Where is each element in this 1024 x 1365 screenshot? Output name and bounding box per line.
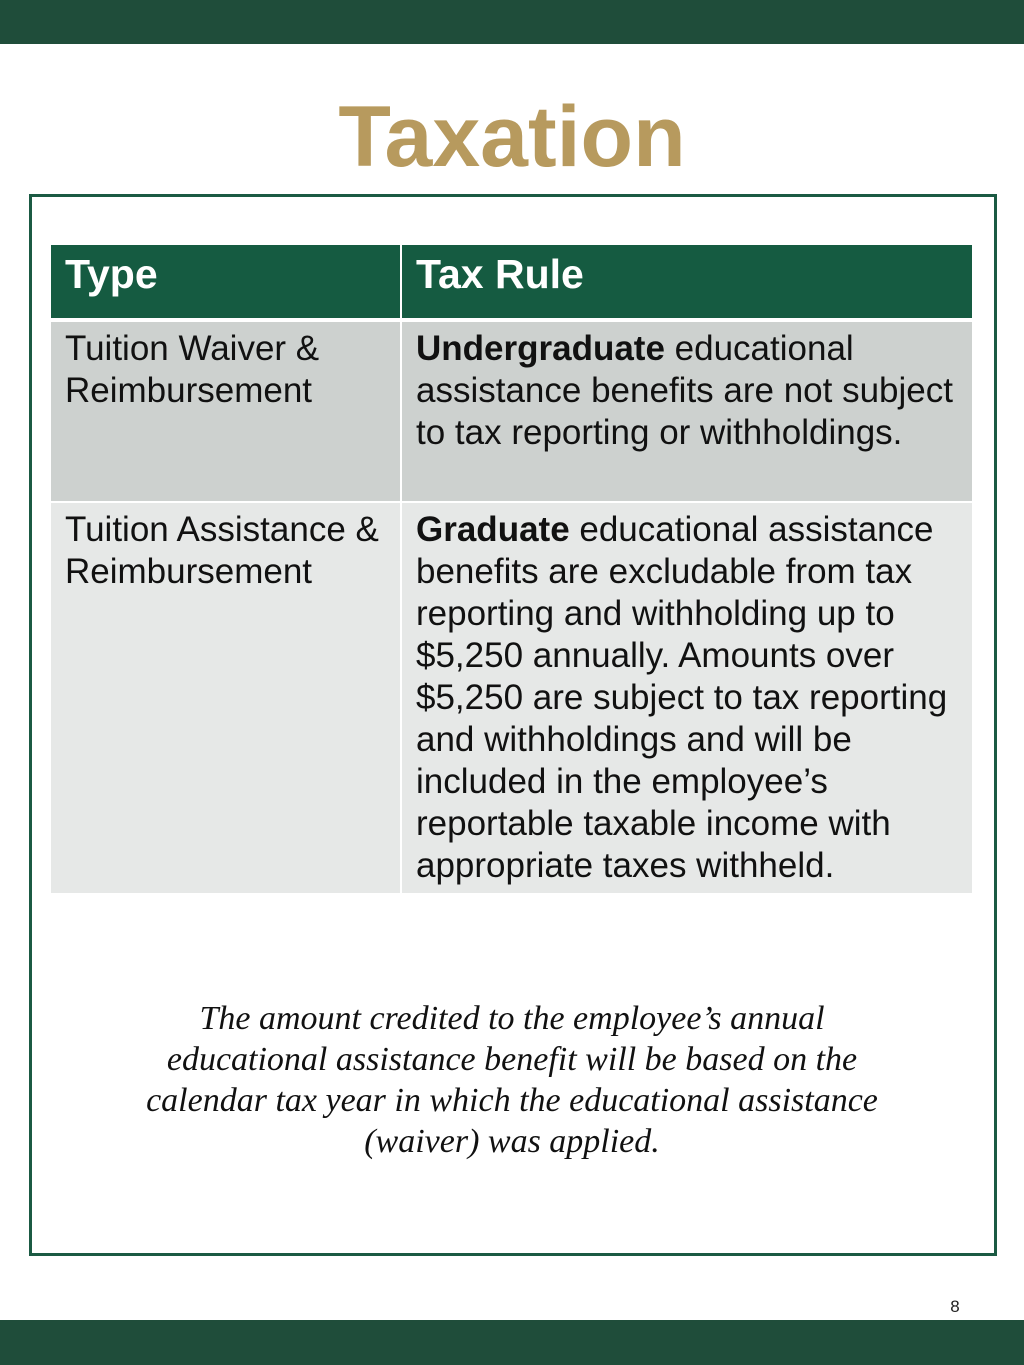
table-header-row [51,245,972,320]
table-row [51,320,972,502]
tax-rule-cell [401,320,972,502]
column-header-tax-rule: Tax Rule [401,245,972,320]
page-number: 8 [950,1297,960,1316]
footnote-text: The amount credited to the employee’s annual educational assistance benefit will be based on the calendar tax year in which the educational assistance (waiver) was applied. [146,1000,878,1160]
rule-lead-text: Undergraduate [416,329,665,368]
rule-lead-text: Graduate [416,510,570,549]
type-cell: Tuition Assistance & Reimbursement [51,502,401,894]
rule-body-text: educational assistance benefits are excludable from tax reporting and withholding up to $5,250 annually. Amounts over $5,250 are subject to tax reporting and withholdings and will be included in the employee’s reportable taxable income with appropriate taxes withheld. [416,510,948,885]
column-header-type: Type [51,245,401,320]
tax-rules-table [51,245,972,895]
rule-body-text: educational assistance benefits are not subject to tax reporting or withholdings. [416,329,953,452]
type-cell: Tuition Waiver & Reimbursement [51,320,401,502]
page-title: Taxation [338,89,686,185]
bottom-decorative-bar [0,1320,1024,1365]
table-row [51,502,972,894]
top-decorative-bar [0,0,1024,44]
tax-rule-cell [401,502,972,894]
